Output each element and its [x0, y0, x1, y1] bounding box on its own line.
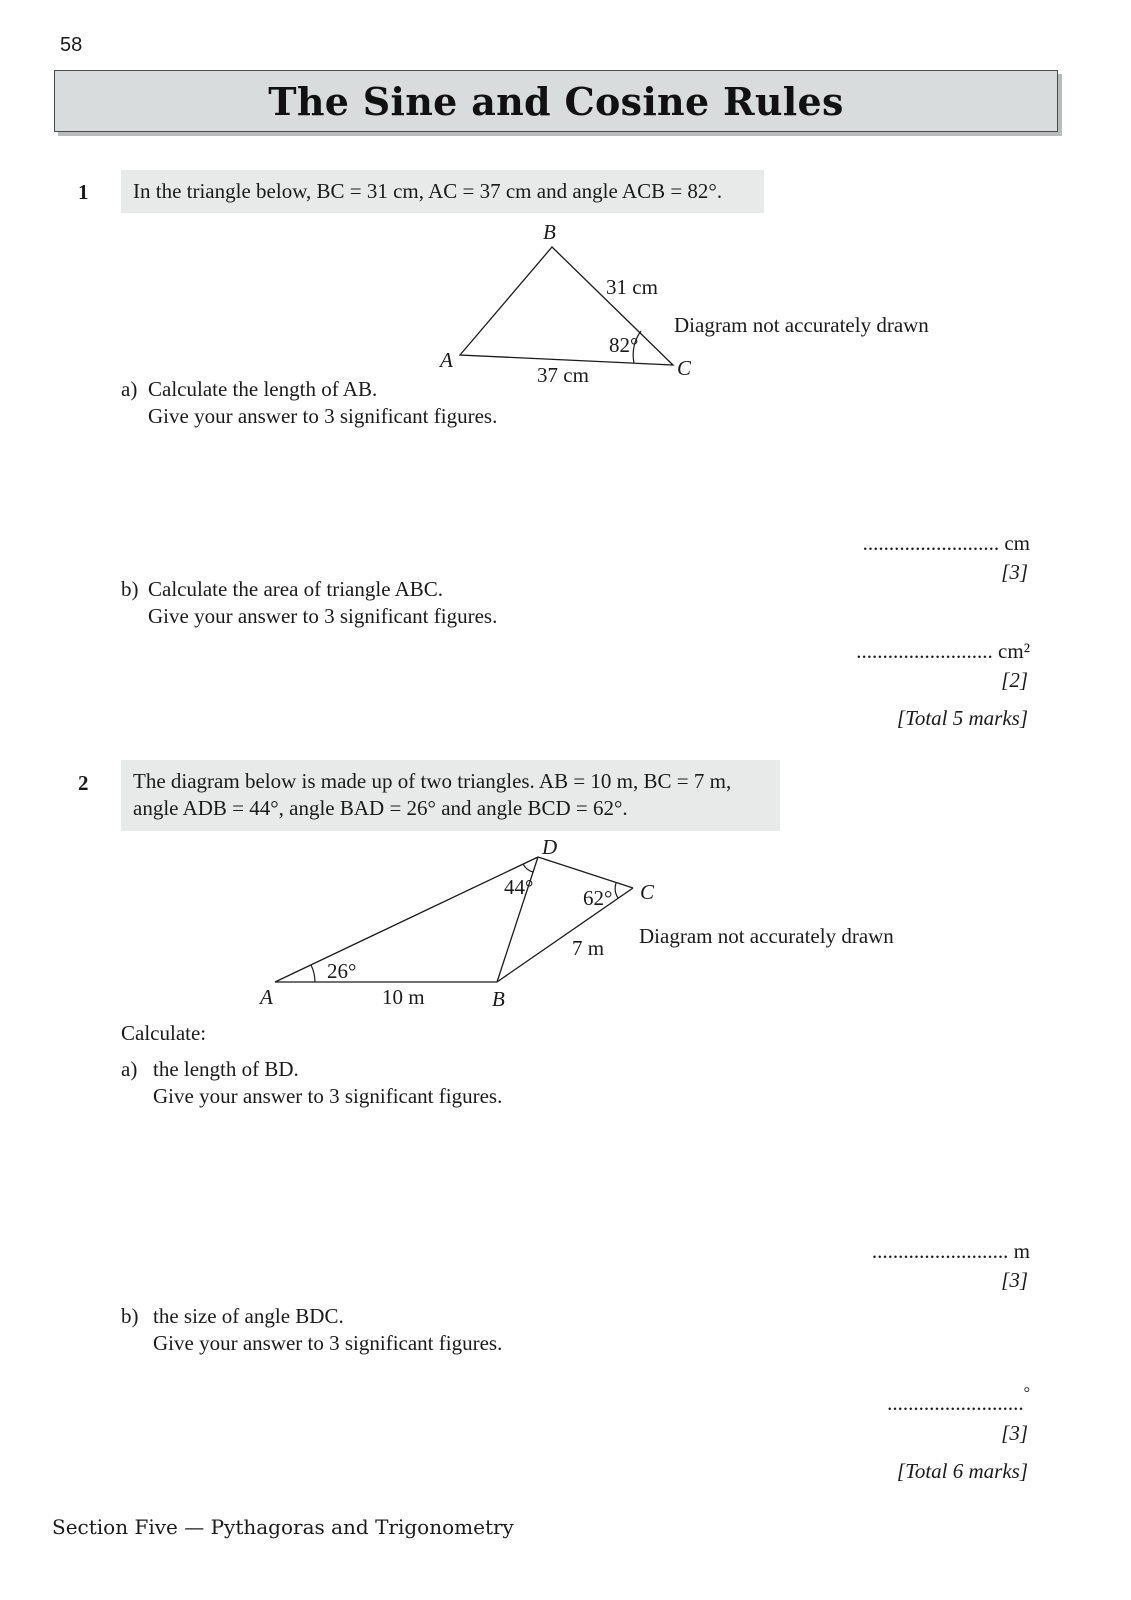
q2-side-dc [538, 857, 633, 888]
q2b-answer-line[interactable] [887, 1385, 1030, 1419]
q2-vertex-c: C [640, 880, 655, 904]
q2-quadrilateral-diagram [250, 832, 950, 1012]
q1-vertex-b: B [543, 220, 556, 244]
q1-label-ac: 37 cm [537, 363, 589, 387]
q2-total-marks: [Total 6 marks] [896, 1459, 1028, 1483]
q2b-question: the size of angle BDC. [153, 1304, 344, 1328]
q1a-marks: [3] [1001, 560, 1028, 584]
q2-angle-c-arc [615, 883, 618, 898]
q1b-question: Calculate the area of triangle ABC. [148, 577, 444, 601]
page-title: The Sine and Cosine Rules [268, 78, 844, 124]
q2-vertex-d: D [542, 835, 558, 859]
q2-angle-a: 26° [327, 959, 357, 983]
q1-vertex-a: A [440, 348, 453, 372]
q2b-marks: [3] [1001, 1421, 1028, 1445]
q2-label-ab: 10 m [382, 985, 425, 1009]
q1-triangle [460, 247, 673, 365]
q1-angle-c: 82° [609, 333, 639, 357]
q2a-label: a) [121, 1057, 138, 1081]
q1b-answer-unit: cm² [998, 639, 1030, 663]
q1b-marks: [2] [1001, 668, 1028, 692]
q2b-instruction: Give your answer to 3 significant figures. [153, 1331, 503, 1355]
q1a-question: Calculate the length of AB. [148, 377, 378, 401]
q2a-marks: [3] [1001, 1268, 1028, 1292]
q2-diagram-note: Diagram not accurately drawn [639, 924, 894, 948]
q1b-answer-dots: .......................... [856, 639, 993, 663]
q1-diagram-note: Diagram not accurately drawn [674, 313, 929, 337]
q1b-instruction: Give your answer to 3 significant figures. [148, 604, 498, 628]
q1-vertex-c: C [677, 356, 692, 380]
q2-statement-line2: angle ADB = 44°, angle BAD = 26° and angle BCD = 62°. [133, 796, 628, 820]
q2-statement-line1: The diagram below is made up of two triangles. AB = 10 m, BC = 7 m, [133, 769, 732, 793]
q1-label-bc: 31 cm [606, 275, 658, 299]
q2-angle-d-arc [523, 864, 533, 872]
page-number: 58 [60, 34, 83, 56]
q2-vertex-a: A [260, 985, 273, 1009]
q2a-instruction: Give your answer to 3 significant figures. [153, 1084, 503, 1108]
q2b-label: b) [121, 1304, 139, 1328]
q2-vertex-b: B [492, 987, 505, 1011]
title-banner [54, 70, 1058, 132]
q2a-question: the length of BD. [153, 1057, 299, 1081]
q1b-answer-line[interactable] [856, 638, 1030, 665]
q2-label-bc: 7 m [572, 936, 605, 960]
q2-statement [121, 760, 780, 831]
q2-number: 2 [78, 771, 89, 795]
q1-number: 1 [78, 180, 89, 204]
q2a-answer-line[interactable]: .......................... m [871, 1239, 1030, 1263]
q1-triangle-diagram [420, 215, 980, 390]
q1b-label: b) [121, 577, 139, 601]
q1-total-marks: [Total 5 marks] [896, 706, 1028, 730]
q2-calculate: Calculate: [121, 1021, 207, 1045]
q1a-instruction: Give your answer to 3 significant figures. [148, 404, 498, 428]
q1a-answer-line[interactable]: .......................... cm [862, 531, 1030, 555]
section-footer: Section Five — Pythagoras and Trigonometry [52, 1515, 514, 1539]
q2-side-bc [497, 888, 633, 982]
q2b-answer-dots: .......................... [887, 1391, 1024, 1415]
q2-side-ad [275, 857, 538, 982]
q2-angle-c: 62° [583, 886, 613, 910]
q2-angle-a-arc [311, 965, 315, 982]
q2b-answer-unit: ° [1023, 1385, 1030, 1402]
q1-statement: In the triangle below, BC = 31 cm, AC = 37 cm and angle ACB = 82°. [121, 170, 764, 213]
q1a-label: a) [121, 377, 138, 401]
q2-angle-d: 44° [504, 875, 534, 899]
